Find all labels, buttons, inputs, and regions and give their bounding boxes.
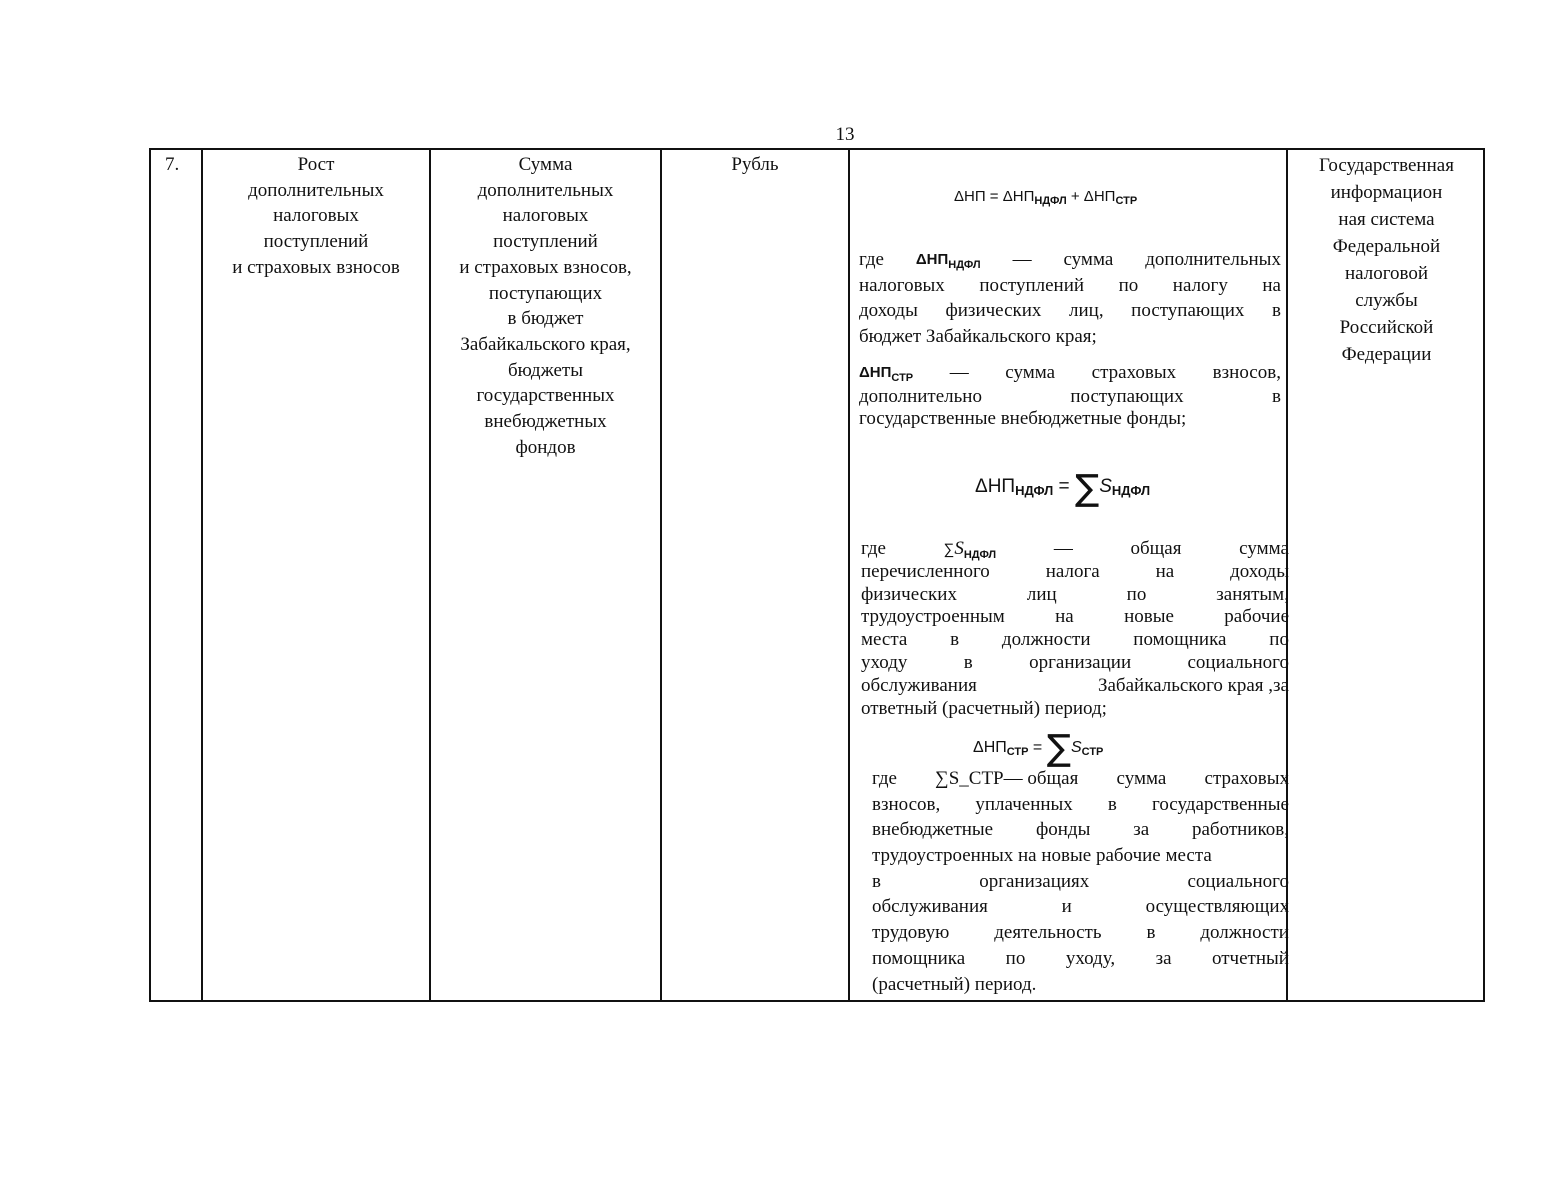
word: бюджет Забайкальского края; bbox=[859, 326, 1097, 348]
page-number: 13 bbox=[835, 124, 855, 145]
word: и bbox=[1061, 896, 1072, 918]
word: уходу bbox=[861, 651, 908, 673]
definition-line: поступающих bbox=[488, 282, 603, 304]
source-line: Федеральной bbox=[1332, 236, 1441, 257]
definition-line bbox=[859, 408, 1281, 431]
word: взносов, bbox=[1212, 362, 1281, 383]
indicator-name-line: налоговых bbox=[273, 205, 359, 227]
definition-line bbox=[861, 561, 1289, 584]
word: обслуживания bbox=[861, 674, 977, 696]
formula-text: ΔНП bbox=[975, 476, 1016, 497]
word: в bbox=[1272, 385, 1281, 407]
word: обслуживания bbox=[872, 896, 988, 918]
definition-line: налоговых bbox=[502, 205, 589, 227]
definition-line bbox=[872, 946, 1289, 972]
word: по bbox=[1126, 583, 1147, 605]
data-source bbox=[1288, 152, 1485, 368]
word: помощника bbox=[872, 947, 966, 969]
word: по bbox=[1005, 947, 1026, 969]
source-line: Федерации bbox=[1341, 344, 1432, 365]
sum-symbol: ∑ bbox=[1074, 468, 1100, 509]
unit-of-measure: Рубль bbox=[731, 154, 779, 175]
formula-text: ΔНП = ΔНП bbox=[954, 188, 1035, 205]
definition-line bbox=[859, 298, 1281, 324]
word: страховых bbox=[1204, 768, 1289, 789]
word: места bbox=[861, 629, 908, 651]
word: сумма bbox=[1005, 362, 1056, 383]
word: социального bbox=[1187, 651, 1289, 673]
sum-symbol: ∑ bbox=[943, 541, 955, 558]
word: в bbox=[872, 870, 881, 892]
word: в bbox=[950, 629, 960, 651]
definition-line: внебюджетных bbox=[484, 411, 607, 433]
word: на bbox=[1055, 606, 1074, 628]
word: отчетный bbox=[1212, 947, 1289, 969]
word: поступлений bbox=[979, 274, 1085, 296]
word: по bbox=[1269, 629, 1289, 651]
source-line: службы bbox=[1355, 290, 1418, 311]
definition-str bbox=[859, 360, 1281, 431]
definition-line bbox=[861, 629, 1289, 652]
definition-line: в бюджет bbox=[507, 308, 584, 330]
word: — bbox=[949, 362, 969, 383]
formula-str bbox=[973, 728, 1103, 769]
definition-line bbox=[872, 817, 1289, 843]
word: по bbox=[1118, 274, 1139, 296]
word: должности bbox=[1001, 629, 1091, 651]
definition-line bbox=[872, 792, 1289, 818]
column-divider bbox=[660, 150, 662, 1000]
formula-text: S bbox=[1070, 739, 1082, 756]
formula-text: S bbox=[1099, 476, 1112, 497]
formula-subscript: НДФЛ bbox=[1111, 483, 1151, 498]
word: уходу, bbox=[1065, 947, 1116, 969]
source-line: Государственная bbox=[1319, 155, 1454, 176]
formula-subscript: НДФЛ bbox=[963, 549, 997, 561]
word: лиц bbox=[1026, 583, 1057, 605]
formula-ndfl bbox=[975, 468, 1150, 509]
definition-line: и страховых взносов, bbox=[459, 256, 632, 278]
source-line: ная система bbox=[1338, 209, 1435, 230]
word: организации bbox=[1029, 651, 1132, 673]
word: лиц, bbox=[1069, 300, 1104, 322]
word: физических bbox=[861, 583, 957, 605]
formula-text: ΔНП bbox=[973, 739, 1007, 756]
indicator-name-line: поступлений bbox=[263, 231, 369, 253]
source-line: налоговой bbox=[1344, 263, 1429, 284]
definition-line: государственных bbox=[476, 385, 615, 407]
word: поступающих bbox=[1131, 300, 1245, 322]
source-line: информацион bbox=[1330, 182, 1443, 203]
row-number: 7. bbox=[165, 154, 180, 175]
definition-line bbox=[872, 766, 1289, 792]
definition-line bbox=[861, 584, 1289, 607]
word: уплаченных bbox=[975, 793, 1073, 815]
word: налогу bbox=[1172, 274, 1228, 296]
word: перечисленного bbox=[861, 560, 990, 582]
word: (расчетный) период. bbox=[872, 973, 1037, 995]
word: налоговых bbox=[859, 274, 945, 296]
word: рабочие bbox=[1224, 606, 1289, 628]
definition-line bbox=[859, 324, 1281, 350]
word: где bbox=[859, 249, 884, 270]
definition-line: фондов bbox=[515, 436, 576, 458]
word: в bbox=[963, 651, 973, 673]
formula-subscript: СТР bbox=[1115, 195, 1138, 207]
definition-line: Забайкальского края, bbox=[460, 333, 631, 355]
word: трудоустроенным bbox=[861, 606, 1005, 628]
word: внебюджетные bbox=[872, 819, 994, 841]
word: дополнительных bbox=[1145, 249, 1281, 270]
word: в bbox=[1107, 793, 1117, 815]
formula-text: ΔНП bbox=[915, 251, 949, 268]
word: где bbox=[872, 768, 897, 789]
definition-line bbox=[861, 675, 1289, 698]
word: общая bbox=[1130, 538, 1182, 559]
word: страховых bbox=[1091, 362, 1177, 383]
definition-ndfl bbox=[859, 247, 1281, 350]
word: социального bbox=[1187, 870, 1289, 892]
word: занятым, bbox=[1216, 583, 1289, 605]
definition-line bbox=[872, 894, 1289, 920]
word: дополнительно bbox=[859, 385, 982, 407]
word: — bbox=[1053, 538, 1073, 559]
word: за bbox=[1133, 819, 1150, 841]
definition-line bbox=[861, 698, 1289, 721]
word: сумма bbox=[1063, 249, 1114, 270]
definition-line: дополнительных bbox=[477, 179, 614, 201]
formula-symbol bbox=[859, 360, 913, 386]
definition-line: бюджеты bbox=[508, 359, 583, 381]
word: трудоустроенных на новые рабочие места bbox=[872, 845, 1212, 867]
definition-line bbox=[859, 386, 1281, 409]
formula-text: = bbox=[1028, 739, 1047, 756]
word: в bbox=[1146, 922, 1156, 944]
formula-subscript: СТР bbox=[891, 372, 914, 384]
word: Забайкальского края ,за bbox=[1097, 674, 1289, 696]
definition-line: поступлений bbox=[493, 231, 598, 253]
word: фонды bbox=[1035, 819, 1091, 841]
definition-line bbox=[861, 606, 1289, 629]
definition-sum-ndfl bbox=[861, 538, 1289, 720]
formula-text: + ΔНП bbox=[1066, 188, 1116, 205]
source-line: Российской bbox=[1339, 317, 1434, 338]
formula-symbol bbox=[944, 538, 997, 561]
formula-subscript: НДФЛ bbox=[1034, 195, 1067, 207]
definition-line bbox=[872, 869, 1289, 895]
word: — bbox=[1012, 249, 1032, 270]
word: сумма bbox=[1239, 538, 1289, 559]
word: ∑S_СТР— общая bbox=[935, 768, 1079, 789]
word: осуществляющих bbox=[1145, 896, 1289, 918]
definition-line bbox=[859, 247, 1281, 273]
word: взносов, bbox=[872, 793, 941, 815]
indicator-name-line: и страховых взносов bbox=[232, 256, 400, 278]
word: сумма bbox=[1116, 768, 1167, 789]
indicator-definition bbox=[431, 152, 660, 460]
word: доходы bbox=[1230, 560, 1289, 582]
word: где bbox=[861, 538, 886, 559]
word: на bbox=[1155, 560, 1175, 582]
formula-symbol bbox=[916, 247, 981, 273]
word: государственные bbox=[1152, 793, 1289, 815]
word: трудовую bbox=[872, 922, 950, 944]
formula-text: ΔНП bbox=[859, 364, 892, 381]
word: государственные внебюджетные фонды; bbox=[859, 408, 1187, 430]
formula-subscript: СТР bbox=[1006, 746, 1029, 758]
word: ответный (расчетный) период; bbox=[861, 697, 1107, 719]
word: налога bbox=[1045, 560, 1100, 582]
indicator-name-line: дополнительных bbox=[248, 179, 384, 201]
word: поступающих bbox=[1070, 385, 1184, 407]
word: в bbox=[1272, 300, 1281, 322]
indicator-name-line: Рост bbox=[297, 154, 335, 175]
formula-total bbox=[954, 188, 1137, 207]
definition-line bbox=[872, 972, 1289, 998]
word: новые bbox=[1124, 606, 1174, 628]
definition-sum-str bbox=[872, 766, 1289, 997]
word: деятельность bbox=[994, 922, 1102, 944]
word: физических bbox=[945, 300, 1042, 322]
formula-text: = bbox=[1053, 476, 1075, 497]
word: доходы bbox=[859, 300, 918, 322]
indicator-name bbox=[203, 152, 429, 281]
formula-subscript: НДФЛ bbox=[948, 259, 981, 271]
definition-line bbox=[861, 538, 1289, 561]
column-divider bbox=[848, 150, 850, 1000]
word: за bbox=[1155, 947, 1172, 969]
sum-symbol: ∑ bbox=[1046, 728, 1071, 769]
word: на bbox=[1262, 274, 1281, 296]
word: должности bbox=[1200, 922, 1289, 944]
definition-line: Сумма bbox=[518, 154, 573, 175]
formula-subscript: НДФЛ bbox=[1015, 483, 1054, 498]
formula-text: S bbox=[954, 538, 964, 559]
definition-line bbox=[872, 920, 1289, 946]
definition-line bbox=[859, 273, 1281, 299]
word: помощника bbox=[1133, 629, 1227, 651]
indicator-table bbox=[149, 148, 1485, 1002]
definition-line bbox=[859, 360, 1281, 386]
definition-line bbox=[872, 843, 1289, 869]
definition-line bbox=[861, 652, 1289, 675]
word: организациях bbox=[979, 870, 1090, 892]
word: работников, bbox=[1191, 819, 1289, 841]
formula-subscript: СТР bbox=[1081, 746, 1104, 758]
